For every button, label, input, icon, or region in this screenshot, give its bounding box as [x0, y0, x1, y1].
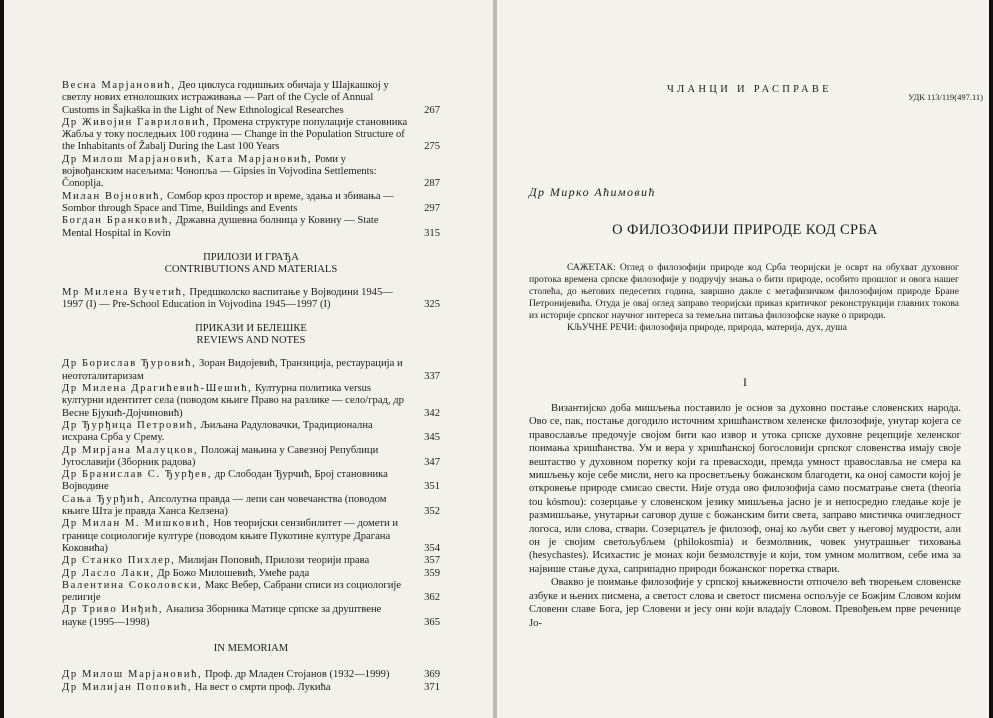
toc-entry	[62, 154, 440, 191]
toc-author: Валентина Соколовски,	[62, 579, 203, 591]
toc-author: Др Триво Инђић,	[62, 604, 164, 616]
toc-author: Др Мирјана Малуцков,	[62, 444, 199, 456]
toc-entry	[62, 469, 440, 494]
toc-author: Др Милош Марјановић, Ката Марјановић,	[62, 153, 313, 165]
body-paragraph: Овакво је поимање филозофије у српској књижевности отпочело већ творењем словенске азбуке и њених писмена, а светост слова и светост писмена оспољује се Божјим Словом којим Словени славе Бога, јер Словени и јесу они који владају Словом. Превођењем прве реченице Јо-	[529, 577, 961, 629]
scan-edge	[0, 0, 4, 718]
toc-entry	[62, 215, 440, 240]
toc-title: Анализа Зборника Матице српске за друштвене науке (1995—1998)	[62, 604, 382, 628]
section-title: ПРИЛОЗИ И ГРАЂА	[203, 251, 299, 263]
toc-title: Културна политика versus културни идентитет села (поводом књиге Право на разлике — село/град, др Весне Бјукић-Дојчиновић)	[62, 383, 404, 419]
toc-title: Нов теоријски сензибилитет — домети и границе социологије културе (поводом књиге Пукотине културе Драгана Коковића)	[62, 518, 399, 554]
toc-title: Промена структуре популације становника Жабља у току последњих 100 година — Change in the Population Structure of the Inhabitants of Žabalj During the Last 100 Years	[62, 116, 408, 153]
scan-edge	[989, 0, 993, 718]
keywords-label: КЉУЧНЕ РЕЧИ:	[567, 322, 638, 334]
toc-title: др Слободан Ђурчић, Број становника Војводине	[62, 469, 388, 493]
toc-title: Положај мањина у Савезној Републици Југославији (Зборник радова)	[62, 444, 379, 468]
toc-page-number: 337	[424, 370, 440, 382]
toc-entry	[62, 420, 440, 445]
toc-author: Др Милијан Поповић,	[62, 681, 193, 693]
toc-entry	[62, 518, 440, 555]
toc-title: Део циклуса годишњих обичаја у Шајкашкој у светлу нових етнолошких истраживања — Part of the Cycle of Annual Customs in Šajkaška in the Light of New Ethnological Researches	[62, 80, 389, 116]
toc-page-number: 267	[424, 104, 440, 116]
toc-page-number: 315	[424, 227, 440, 239]
toc-author: Др Милан М. Мишковић,	[62, 518, 211, 530]
toc-section-heading	[62, 643, 440, 655]
toc-author: Др Милош Марјановић,	[62, 669, 203, 681]
toc-entry	[62, 358, 440, 383]
abstract-text: Оглед о филозофији природе код Срба теоријски је осврт на обухват духовног протока времена српске филозофије у подручју знања о бити природе, особито прошлог и овога нашег столећа, до његових педесетих година, завршно дакле с метафизичком филозофијом природе Бране Петронијевића. Отуда је овај оглед заправо теоријски приказ критичког реконструкцији главних токова из историје српског научног интереса за темељна питања филозофске науке о природи.	[529, 262, 959, 322]
toc-author: Др Станко Пихлер,	[62, 555, 176, 567]
toc-author: Богдан Бранковић,	[62, 215, 174, 227]
toc-page-number: 287	[424, 178, 440, 190]
toc-author: Др Бранислав С. Ђурђев,	[62, 469, 213, 481]
toc-page-number: 342	[424, 407, 440, 419]
article-body	[529, 402, 961, 630]
abstract-label: САЖЕТАК:	[567, 262, 616, 273]
toc-page-number: 297	[424, 202, 440, 214]
toc-title: Роми у војвођанским насељима: Чонопља — Gipsies in Vojvodina Settlements: Čonoplja.	[62, 153, 377, 190]
body-paragraph: Византијско доба мишљења поставило је основ за духовно постање словенских народа. Ово се, пак, постање догодило источним хришћанством хеленске филозофије, унутар којега се православље предочује својом бити као извор и утока српске духовне рецепције хеленског поимања хришћанства. Ум и вера у хришћанској богословији српског словенства имају своје вештаство у духовном поретку који га превасходи, премда умност православља не смера ка мишљењу које себе мисли, него ка просветљењу божанском благодети, ка оној самости којој је откровење природе смисао свести. Није отуда ово филозофија само посматрање света (theoria tou kósmou): созерцање у словенском језику мишљења јасно је и непосредно гледање које је размишљање, унутарњи саговор душе с божанским бити света, заправо мистичка очигледност логоса, или слова, ствари. Созерцатељ је филозоф, онај ко љуби свет у његовој мудрости, али он је својим светољубљем (philokosmia) и безмолвник, човек унутрашњег тиховања (hesychastes). Исихастис је монах који безмолствује и који, том умном молитвом, себе има за највише стање духа, саприпадно природи божанског поретка ствари.	[529, 403, 961, 575]
keywords-text: филозофија природе, природа, материја, дух, душа	[639, 322, 847, 334]
toc-page-number: 369	[424, 669, 440, 681]
section-number: I	[743, 375, 747, 389]
section-title: IN MEMORIAM	[213, 642, 289, 654]
toc-entry	[62, 555, 440, 567]
toc-author: Др Ђурђица Петровић,	[62, 419, 198, 431]
toc-title: На вест о смрти проф. Лукића	[194, 681, 331, 693]
toc-title: Сомбор кроз простор и време, здања и збивања — Sombor through Space and Time, Buildings and Events	[62, 190, 394, 214]
toc-entry	[62, 494, 440, 519]
toc-page-number: 345	[424, 432, 440, 444]
section-title: ПРИКАЗИ И БЕЛЕШКЕ	[195, 323, 307, 335]
series-header: ЧЛАНЦИ И РАСПРАВЕ	[667, 84, 832, 95]
toc-title: Макс Вебер, Сабрани списи из социологије религије	[62, 579, 402, 604]
keywords-paragraph	[529, 322, 959, 334]
toc-entry	[62, 682, 440, 694]
toc-title: Др Божо Милошевић, Умеће рада	[157, 567, 310, 579]
toc-author: Др Милена Драгићевић-Шешић,	[62, 383, 253, 395]
toc-title: Милијан Поповић, Прилози теорији права	[178, 555, 370, 567]
toc-title: Проф. др Младен Стојанов (1932—1999)	[204, 669, 390, 681]
abstract	[529, 262, 959, 335]
toc-author: Др Борислав Ђуровић,	[62, 358, 197, 370]
article-author: Др Мирко Аћимовић	[529, 185, 656, 199]
toc-page-number: 371	[424, 681, 440, 693]
toc-author: Мр Милена Вучетић,	[62, 286, 187, 298]
toc-page-number: 275	[424, 141, 440, 153]
toc-entry	[62, 80, 440, 117]
toc-author: Др Живојин Гавриловић,	[62, 116, 211, 128]
udk-code: УДК 113/119(497.11)	[908, 92, 983, 102]
left-page	[0, 0, 493, 718]
toc-entry	[62, 580, 440, 605]
toc-entry	[62, 383, 440, 420]
article-title: О ФИЛОЗОФИЈИ ПРИРОДЕ КОД СРБА	[612, 222, 878, 238]
toc-author: Милан Војновић,	[62, 190, 165, 202]
toc-title: Зоран Видојевић, Транзиција, рестаурација и неототалитаризам	[62, 358, 403, 382]
toc-entry	[62, 191, 440, 216]
toc-page-number: 354	[424, 542, 440, 554]
abstract-paragraph	[529, 262, 959, 322]
toc-page-number: 347	[424, 456, 440, 468]
toc-page-number: 351	[424, 481, 440, 493]
toc-author: Сања Ђурђић,	[62, 493, 146, 505]
toc-title: Љиљана Радуловачки, Традиционална исхрана Срба у Срему.	[62, 419, 373, 444]
toc-title: Предшколско васпитање у Војводини 1945—1997 (I) — Pre-School Education in Vojvodina 1945—1997 (I)	[62, 286, 393, 311]
toc-section-heading	[62, 323, 440, 347]
section-subtitle: CONTRIBUTIONS AND MATERIALS	[164, 263, 338, 275]
toc-entry	[62, 669, 440, 681]
toc-entry	[62, 117, 440, 154]
toc-page-number: 359	[424, 567, 440, 579]
toc-entry	[62, 445, 440, 470]
toc-entry	[62, 568, 440, 580]
toc-page-number: 362	[424, 592, 440, 604]
toc-author: Др Ласло Лаки,	[62, 567, 155, 579]
toc-author: Весна Марјановић,	[62, 80, 176, 91]
toc-section-heading	[62, 252, 440, 276]
toc-entry	[62, 287, 440, 312]
right-page	[497, 0, 993, 718]
toc-page-number: 325	[424, 299, 440, 311]
toc-title: Апсолутна правда — лепи сан човечанства (поводом књиге Шта је правда Ханса Келзена)	[62, 493, 387, 518]
toc-page-number: 357	[424, 555, 440, 567]
toc-page-number: 365	[424, 616, 440, 628]
toc-page-number: 352	[424, 506, 440, 518]
toc-title: Државна душевна болница у Ковину — State Mental Hospital in Kovin	[62, 215, 379, 239]
section-subtitle: REVIEWS AND NOTES	[196, 335, 306, 347]
toc-entry	[62, 604, 440, 629]
table-of-contents	[62, 80, 440, 694]
